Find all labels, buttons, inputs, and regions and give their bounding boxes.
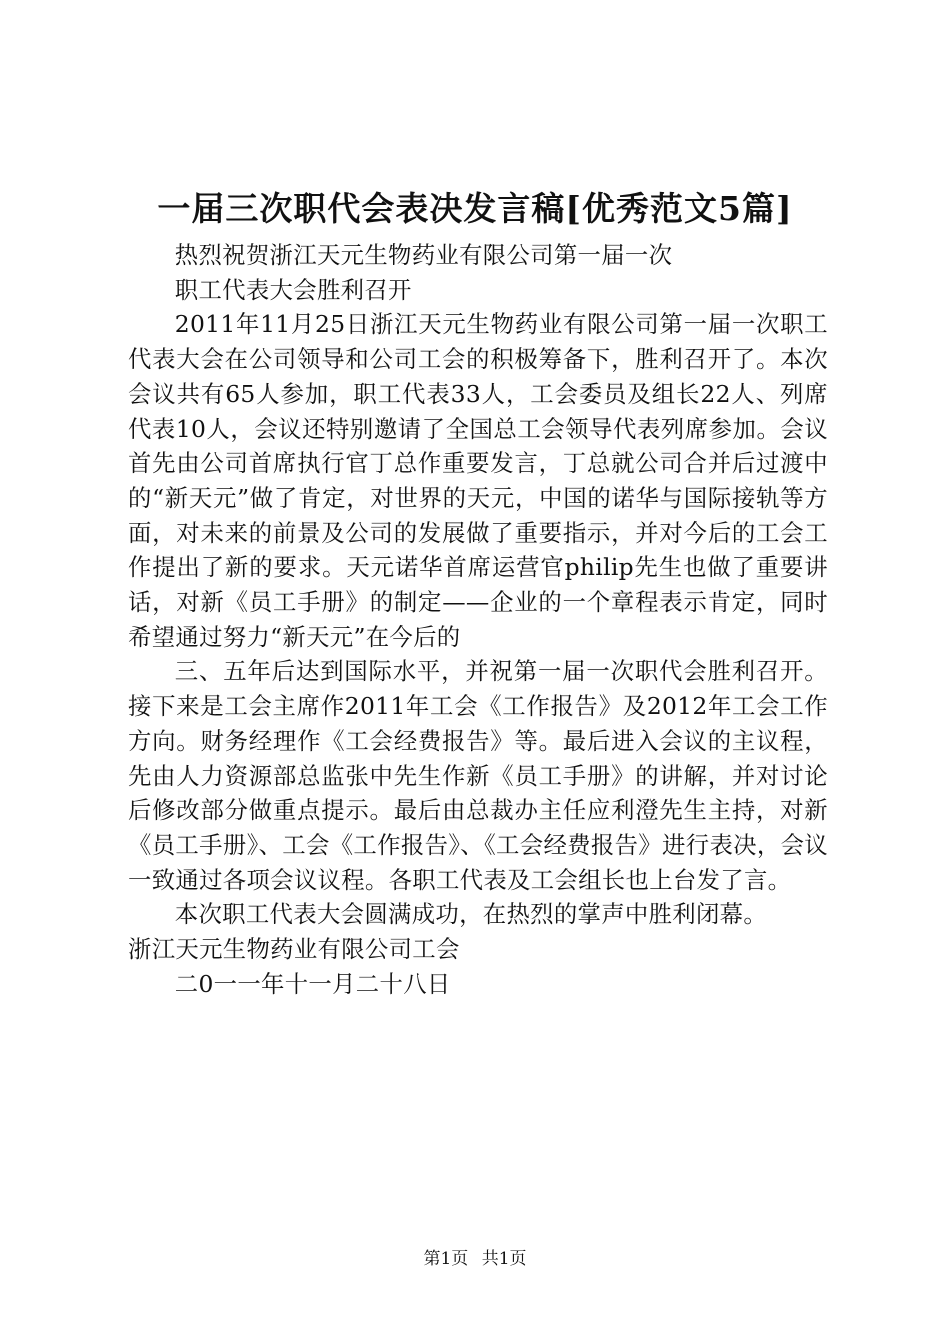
paragraph: 热烈祝贺浙江天元生物药业有限公司第一届一次 [174,241,673,269]
paragraph: 三、五年后达到国际水平，并祝第一届一次职代会胜利召开。接下来是工会主席作2011年工会《工作报告》及2012年工会工作方向。财务经理作《工会经费报告》等。最后进入会议的主议程，先由人力资源部总监张中先生作新《员工手册》的讲解，并对讨论后修改部分做重点提示。最后由总裁办主任应利澄先生主持，对新《员工手册》、工会《工作报告》、《工会经费报告》进行表决，会议一致通过各项会议议程。各职工代表及工会组长也上台发了言。 [128,657,828,894]
page-total: 共1页 [481,1249,527,1269]
document-title: 一届三次职代会表决发言稿[优秀范文5篇] [157,189,793,228]
signature-organization: 浙江天元生物药业有限公司工会 [128,935,460,964]
document-body [128,238,828,1001]
signature-date: 二0一一年十一月二十八日 [174,969,451,998]
page-footer [0,1247,950,1271]
page-number: 第1页 [423,1249,469,1269]
paragraph: 本次职工代表大会圆满成功，在热烈的掌声中胜利闭幕。 [174,900,768,929]
paragraph: 职工代表大会胜利召开 [174,275,412,304]
paragraph: 2011年11月25日浙江天元生物药业有限公司第一届一次职工代表大会在公司领导和公司工会的积极筹备下，胜利召开了。本次会议共有65人参加，职工代表33人，工会委员及组长22人、列席代表10人，会议还特别邀请了全国总工会领导代表列席参加。会议首先由公司首席执行官丁总作重要发言，丁总就公司合并后过渡中的“新天元”做了肯定，对世界的天元，中国的诺华与国际接轨等方面，对未来的前景及公司的发展做了重要指示，并对今后的工会工作提出了新的要求。天元诺华首席运营官philip先生也做了重要讲话，对新《员工手册》的制定——企业的一个章程表示肯定，同时希望通过努力“新天元”在今后的 [128,310,828,651]
